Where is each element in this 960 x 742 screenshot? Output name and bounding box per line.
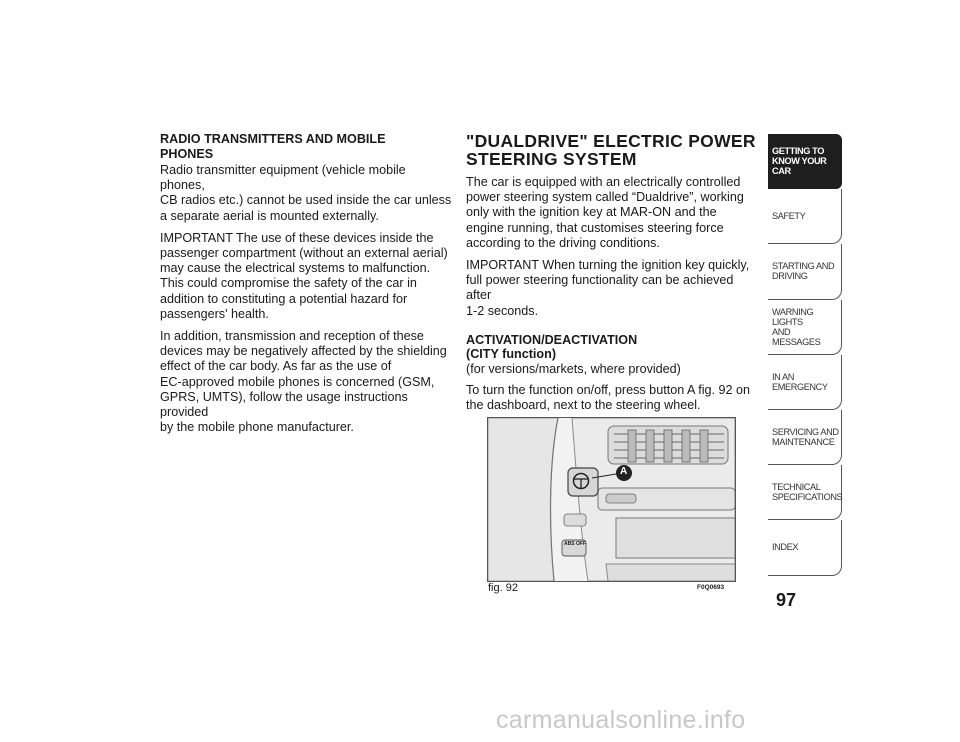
- paragraph-important: IMPORTANT The use of these devices inside the passenger compartment (without an external aerial) may cause the electrical systems to malfunction. This could compromise the safety of the car in addition to constituting a potential hazard for passengers' health.: [160, 230, 448, 321]
- tab-safety[interactable]: SAFETY: [768, 189, 842, 244]
- dashboard-figure: [487, 417, 736, 582]
- subheading-note: (for versions/markets, where provided): [466, 361, 681, 376]
- left-column: [160, 132, 452, 442]
- subheading-activation: ACTIVATION/DEACTIVATION (CITY function): [466, 332, 638, 362]
- section-heading-dualdrive: "DUALDRIVE" ELECTRIC POWER STEERING SYSTEM: [466, 131, 756, 169]
- page-number: 97: [776, 590, 797, 610]
- paragraph: Radio transmitter equipment (vehicle mobile phones, CB radios etc.) cannot be used inside the car unless a separate aerial is mounted externally.: [160, 163, 452, 223]
- tab-index[interactable]: INDEX: [768, 520, 842, 575]
- tab-technical-specifications[interactable]: TECHNICAL SPECIFICATIONS: [768, 465, 842, 520]
- tab-in-an-emergency[interactable]: IN AN EMERGENCY: [768, 355, 842, 410]
- chapter-tabs: [768, 134, 842, 576]
- tab-warning-lights[interactable]: WARNING LIGHTS AND MESSAGES: [768, 300, 842, 355]
- watermark: carmanualsonline.info: [496, 706, 746, 734]
- paragraph: In addition, transmission and reception of these devices may be negatively affected by the shielding effect of the car body. As far as the use of EC-approved mobile phones is concerned (GSM, GPRS, UMTS), follow the usage instructions provided by the mobile phone manufacturer.: [160, 329, 447, 435]
- figure-code: F0Q0693: [697, 584, 725, 591]
- section-heading-radio: RADIO TRANSMITTERS AND MOBILE PHONES: [160, 132, 386, 161]
- figure-caption: fig. 92: [488, 582, 518, 594]
- paragraph: To turn the function on/off, press button A fig. 92 on the dashboard, next to the steering wheel.: [466, 383, 751, 413]
- tab-servicing[interactable]: SERVICING AND MAINTENANCE: [768, 410, 842, 465]
- abs-off-button-label: ABS OFF: [564, 541, 586, 547]
- tab-getting-to-know-your-car[interactable]: GETTING TO KNOW YOUR CAR: [768, 134, 842, 189]
- tab-starting-and-driving[interactable]: STARTING AND DRIVING: [768, 244, 842, 299]
- paragraph-important: IMPORTANT When turning the ignition key quickly, full power steering functionality can be achieved after 1-2 seconds.: [466, 258, 750, 318]
- paragraph: The car is equipped with an electrically controlled power steering system called “Dualdrive”, working only with the ignition key at MAR-ON and the engine running, that customises steering force according to the driving conditions.: [466, 175, 744, 250]
- callout-label: A: [620, 466, 628, 477]
- right-column: [466, 132, 758, 420]
- dashboard-illustration: [488, 418, 735, 581]
